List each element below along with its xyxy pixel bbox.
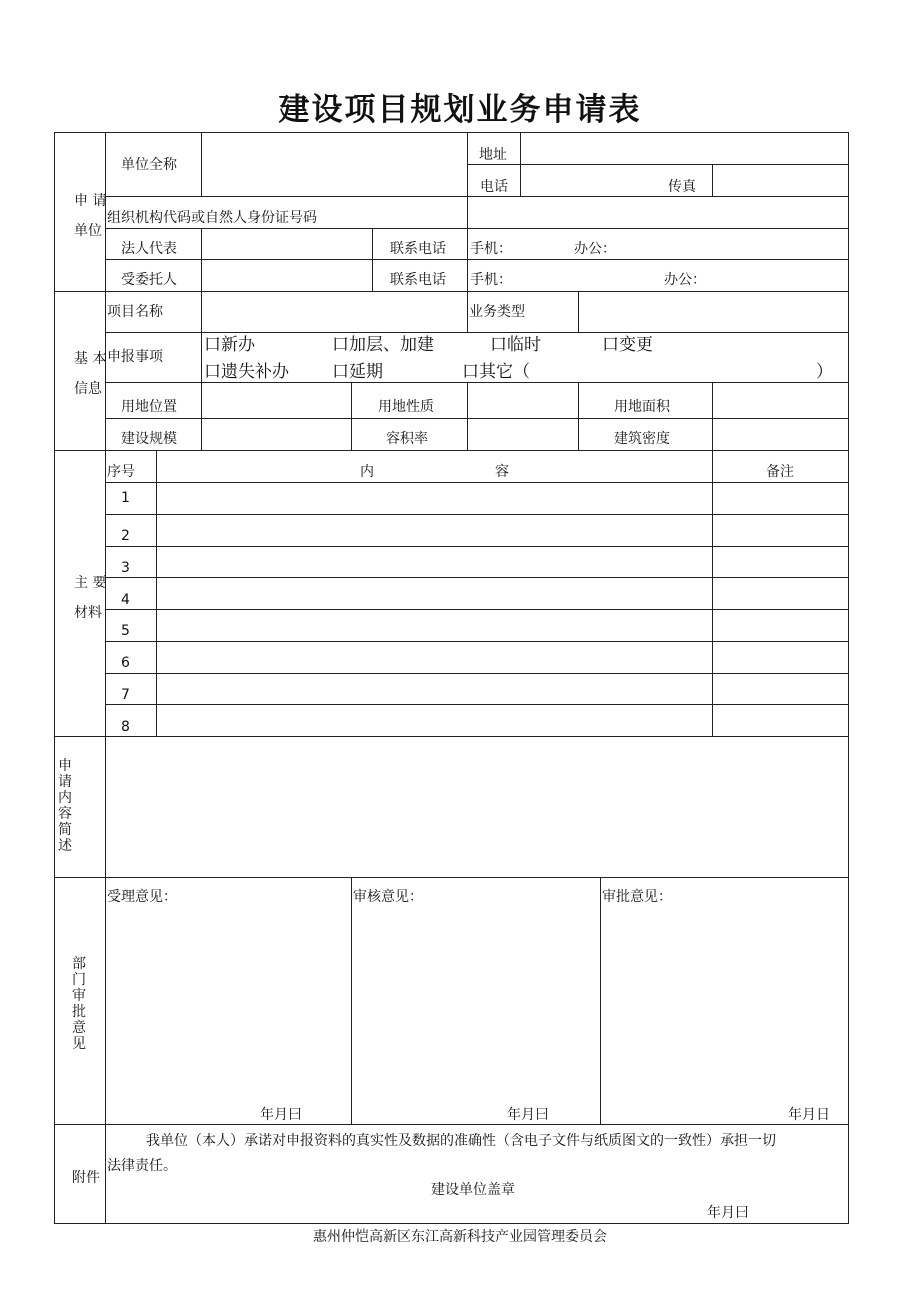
contact-phone-label: 联系电话	[390, 241, 446, 257]
option-temporary[interactable]: 口临时	[490, 335, 541, 355]
material-row-5: 5	[121, 623, 130, 639]
materials-section-label: 主 要	[74, 575, 107, 591]
project-name-label: 项目名称	[107, 304, 163, 320]
application-form-table	[54, 132, 849, 1224]
attachment-section-label: 附件	[72, 1170, 100, 1186]
approve-opinion-label: 审批意见：	[602, 889, 672, 905]
attachment-date: 年月曰	[707, 1205, 749, 1221]
unit-name-label: 单位全称	[121, 157, 177, 173]
land-nature-label: 用地性质	[378, 399, 434, 415]
basic-section-label: 基 本	[74, 351, 107, 367]
contact-phone-label-2: 联系电话	[390, 272, 446, 288]
office-label: 办公：	[574, 241, 616, 257]
col-content-header-2: 容	[495, 464, 509, 480]
issuing-authority: 惠州仲恺高新区东江高新科技产业园管理委员会	[313, 1229, 607, 1245]
col-content-header: 内	[360, 464, 374, 480]
review-date: 年月曰	[507, 1107, 549, 1123]
material-row-4: 4	[121, 592, 130, 608]
fax-label: 传真	[668, 179, 696, 195]
accept-opinion-label: 受理意见：	[107, 889, 177, 905]
office-label-2: 办公：	[664, 272, 706, 288]
col-seq-header: 序号	[107, 464, 135, 480]
option-other-close: ）	[816, 362, 833, 382]
build-scale-label: 建设规模	[121, 431, 177, 447]
summary-section-label: 申请内容简述	[58, 758, 72, 854]
phone-label: 电话	[480, 179, 508, 195]
approval-section-label: 部门审批意见	[72, 956, 86, 1052]
address-label: 地址	[479, 147, 507, 163]
land-area-label: 用地面积	[614, 399, 670, 415]
option-add-floor[interactable]: 口加层、加建	[332, 335, 434, 355]
basic-section-label-2: 信息	[74, 381, 102, 397]
accept-date: 年月曰	[260, 1107, 302, 1123]
material-row-3: 3	[121, 560, 130, 576]
col-note-header: 备注	[766, 464, 794, 480]
mobile-label: 手机：	[470, 241, 512, 257]
build-density-label: 建筑密度	[614, 431, 670, 447]
materials-section-label-2: 材料	[74, 605, 102, 621]
material-row-8: 8	[121, 719, 130, 735]
commitment-statement-2: 法律责任。	[107, 1158, 177, 1174]
applicant-section-label: 申 请	[74, 193, 107, 209]
material-row-1: 1	[121, 490, 130, 506]
review-opinion-label: 审核意见：	[353, 889, 423, 905]
business-type-label: 业务类型	[469, 304, 525, 320]
mobile-label-2: 手机：	[470, 272, 512, 288]
agent-label: 受委托人	[121, 272, 177, 288]
matter-label: 申报事项	[107, 349, 163, 365]
option-new[interactable]: 口新办	[204, 335, 255, 355]
option-change[interactable]: 口变更	[602, 335, 653, 355]
form-title: 建设项目规划业务申请表	[278, 92, 642, 128]
plot-ratio-label: 容积率	[386, 431, 428, 447]
commitment-statement: 我单位（本人）承诺对申报资料的真实性及数据的准确性（含电子文件与纸质图文的一致性）承担一切	[146, 1133, 776, 1149]
org-code-label: 组织机构代码或自然人身份证号码	[107, 210, 317, 226]
option-other[interactable]: 口其它（	[462, 362, 530, 382]
legal-rep-label: 法人代表	[121, 241, 177, 257]
land-location-label: 用地位置	[121, 399, 177, 415]
applicant-section-label-2: 单位	[74, 223, 102, 239]
material-row-2: 2	[121, 528, 130, 544]
option-reissue[interactable]: 口遗失补办	[204, 362, 289, 382]
seal-label: 建设单位盖章	[431, 1182, 515, 1198]
approve-date: 年月日	[788, 1107, 830, 1123]
option-extend[interactable]: 口延期	[332, 362, 383, 382]
material-row-7: 7	[121, 687, 130, 703]
material-row-6: 6	[121, 655, 130, 671]
